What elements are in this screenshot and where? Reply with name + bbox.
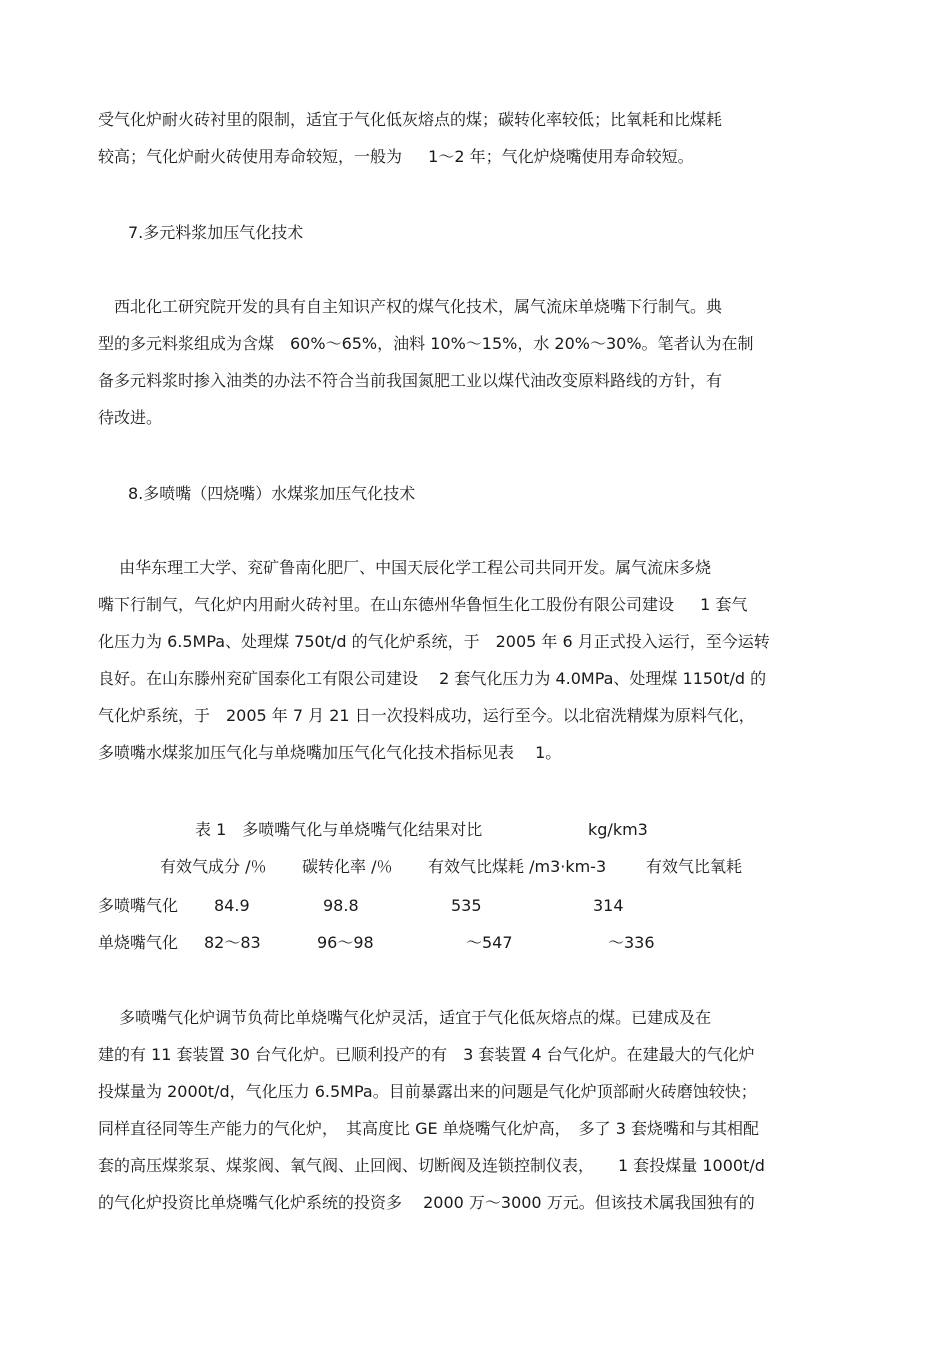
table-cell: 98.8 bbox=[323, 896, 359, 915]
paragraph-line: 备多元料浆时掺入油类的办法不符合当前我国氮肥工业以煤代油改变原料路线的方针，有 bbox=[98, 371, 723, 390]
table-cell: 82～83 bbox=[204, 933, 261, 952]
table-cell: 314 bbox=[593, 896, 624, 915]
table-row-label: 多喷嘴气化 bbox=[98, 896, 179, 915]
section-heading-7: 7.多元料浆加压气化技术 bbox=[128, 223, 304, 242]
table-cell: 84.9 bbox=[214, 896, 250, 915]
table-caption: 表 1 多喷嘴气化与单烧嘴气化结果对比 bbox=[195, 820, 483, 839]
table-cell: 96～98 bbox=[317, 933, 374, 952]
section-heading-8: 8.多喷嘴（四烧嘴）水煤浆加压气化技术 bbox=[128, 484, 416, 503]
paragraph-line: 多喷嘴气化炉调节负荷比单烧嘴气化炉灵活，适宜于气化低灰熔点的煤。已建成及在 bbox=[98, 1008, 712, 1027]
paragraph-line: 西北化工研究院开发的具有自主知识产权的煤气化技术，属气流床单烧嘴下行制气。典 bbox=[98, 297, 723, 316]
table-cell: ～336 bbox=[608, 933, 655, 952]
table-cell: ～547 bbox=[466, 933, 513, 952]
table-header-cell: 有效气比煤耗 /m3·km-3 bbox=[428, 857, 607, 876]
paragraph-line: 建的有 11 套装置 30 台气化炉。已顺利投产的有 3 套装置 4 台气化炉。在建最大的气化炉 bbox=[98, 1045, 755, 1064]
paragraph-line: 良好。在山东滕州兖矿国泰化工有限公司建设 2 套气化压力为 4.0MPa、处理煤 1150t/d 的 bbox=[98, 669, 767, 688]
paragraph-line: 的气化炉投资比单烧嘴气化炉系统的投资多 2000 万～3000 万元。但该技术属我国独有的 bbox=[98, 1193, 755, 1212]
table-cell: 535 bbox=[451, 896, 482, 915]
paragraph-line: 化压力为 6.5MPa、处理煤 750t/d 的气化炉系统，于 2005 年 6 月正式投入运行，至今运转 bbox=[98, 632, 770, 651]
paragraph-line: 嘴下行制气，气化炉内用耐火砖衬里。在山东德州华鲁恒生化工股份有限公司建设 1 套气 bbox=[98, 595, 748, 614]
paragraph-line: 受气化炉耐火砖衬里的限制，适宜于气化低灰熔点的煤；碳转化率较低；比氧耗和比煤耗 bbox=[98, 110, 723, 129]
paragraph-line: 较高；气化炉耐火砖使用寿命较短，一般为 1～2 年；气化炉烧嘴使用寿命较短。 bbox=[98, 147, 694, 166]
table-header-cell: 碳转化率 /％ bbox=[302, 857, 393, 876]
paragraph-line: 待改进。 bbox=[98, 408, 163, 427]
table-row-label: 单烧嘴气化 bbox=[98, 933, 179, 952]
paragraph-line: 由华东理工大学、兖矿鲁南化肥厂、中国天辰化学工程公司共同开发。属气流床多烧 bbox=[98, 558, 712, 577]
paragraph-line: 同样直径同等生产能力的气化炉， 其高度比 GE 单烧嘴气化炉高， 多了 3 套烧嘴和与其相配 bbox=[98, 1119, 760, 1138]
table-unit: kg/km3 bbox=[588, 820, 648, 839]
table-header-cell: 有效气比氧耗 bbox=[646, 857, 743, 876]
table-header-cell: 有效气成分 /％ bbox=[160, 857, 267, 876]
paragraph-line: 套的高压煤浆泵、煤浆阀、氧气阀、止回阀、切断阀及连锁控制仪表， 1 套投煤量 1000t/d bbox=[98, 1156, 765, 1175]
paragraph-line: 型的多元料浆组成为含煤 60%～65%，油料 10%～15%，水 20%～30%。笔者认为在制 bbox=[98, 334, 754, 353]
paragraph-line: 投煤量为 2000t/d，气化压力 6.5MPa。目前暴露出来的问题是气化炉顶部耐火砖磨蚀较快； bbox=[98, 1082, 757, 1101]
paragraph-line: 气化炉系统，于 2005 年 7 月 21 日一次投料成功，运行至今。以北宿洗精煤为原料气化， bbox=[98, 706, 755, 725]
paragraph-line: 多喷嘴水煤浆加压气化与单烧嘴加压气化气化技术指标见表 1。 bbox=[98, 743, 562, 762]
